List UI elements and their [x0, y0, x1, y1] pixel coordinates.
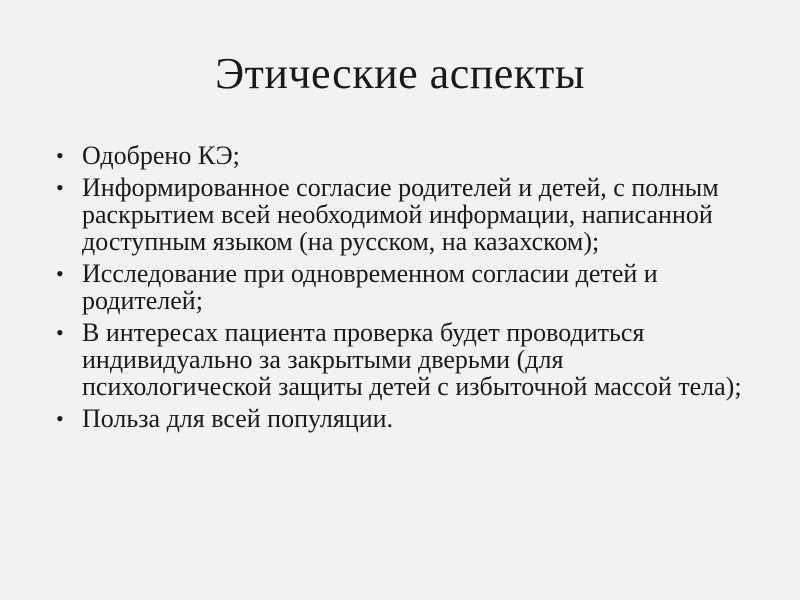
bullet-item-population-benefit	[52, 405, 752, 432]
bullet-dot-icon: •	[56, 175, 64, 200]
bullet-dot-icon: •	[56, 261, 64, 286]
slide-title: Этические аспекты	[215, 49, 585, 98]
bullet-dot-icon: •	[56, 320, 64, 345]
bullet-text: В интересах пациента проверка будет проводиться индивидуально за закрытыми дверьми (для психологической защиты детей с избыточной массой тела);	[82, 318, 742, 401]
bullet-text: Информированное согласие родителей и детей, с полным раскрытием всей необходимой информации, написанной доступным языком (на русском, на казахском);	[82, 173, 719, 256]
bullet-item-approval	[52, 142, 752, 169]
bullet-list	[52, 142, 752, 437]
bullet-dot-icon: •	[56, 406, 64, 431]
bullet-text: Польза для всей популяции.	[82, 404, 394, 433]
bullet-item-informed-consent	[52, 174, 752, 255]
bullet-item-simultaneous-consent	[52, 260, 752, 314]
bullet-text: Исследование при одновременном согласии детей и родителей;	[82, 259, 658, 315]
bullet-text: Одобрено КЭ;	[82, 141, 240, 170]
bullet-item-private-examination	[52, 319, 752, 400]
bullet-dot-icon: •	[56, 143, 64, 168]
